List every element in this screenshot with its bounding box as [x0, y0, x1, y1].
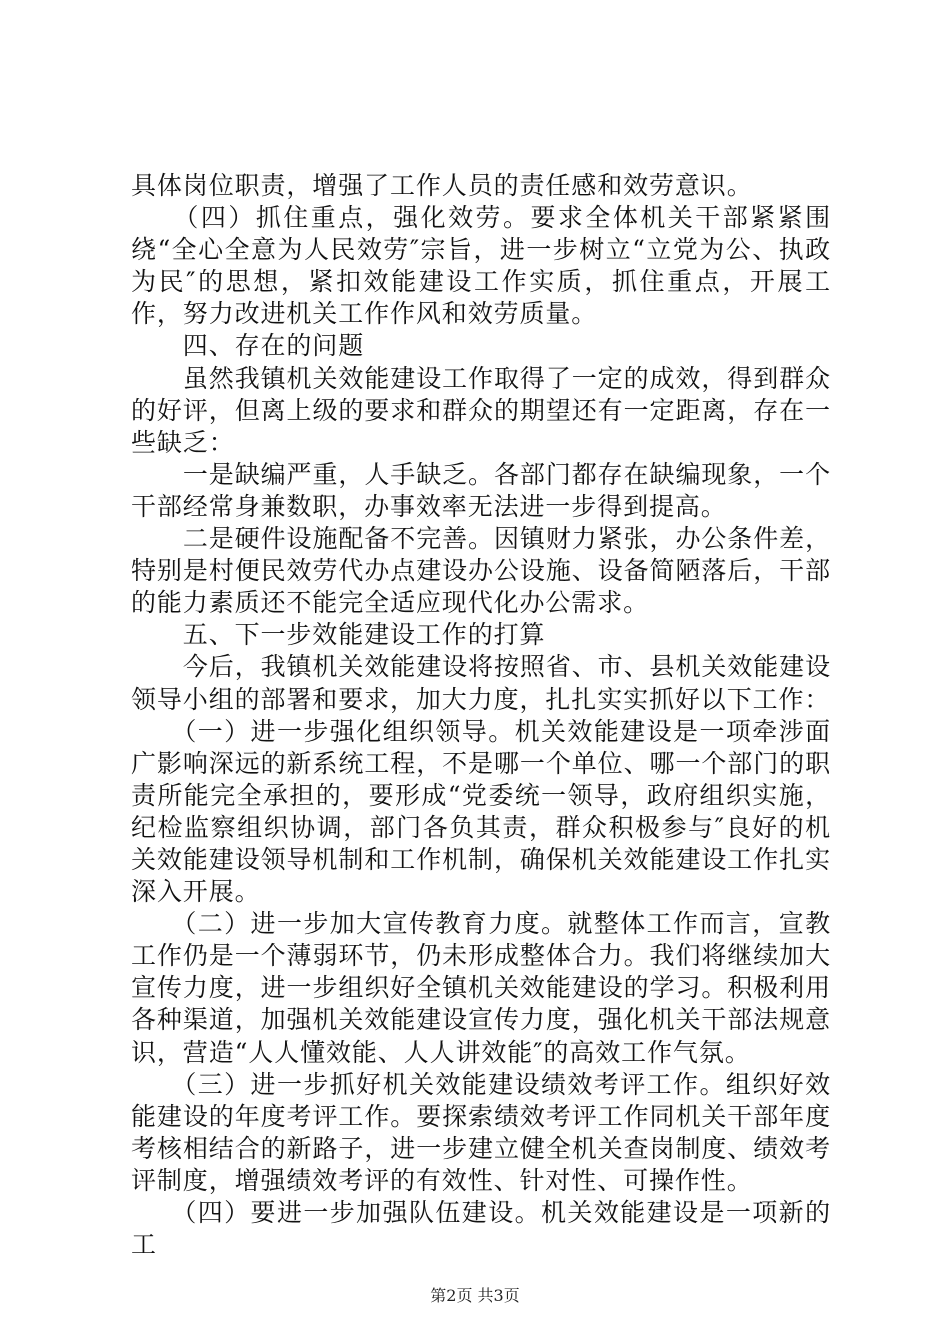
document-body: [131, 170, 831, 1261]
paragraph-plan-four: （四）要进一步加强队伍建设。机关效能建设是一项新的工: [131, 1198, 831, 1260]
paragraph-plan-two: （二）进一步加大宣传教育力度。就整体工作而言，宣教工作仍是一个薄弱环节，仍未形成整体合力。我们将继续加大宣传力度，进一步组织好全镇机关效能建设的学习。积极利用各种渠道，加强机关效能建设宣传力度，强化机关干部法规意识，营造“人人懂效能、人人讲效能″的高效工作气氛。: [131, 909, 831, 1067]
section-heading-problems: 四、存在的问题: [131, 331, 365, 361]
paragraph-problem-one: 一是缺编严重，人手缺乏。各部门都存在缺编现象，一个干部经常身兼数职，办事效率无法进一步得到提高。: [131, 459, 831, 521]
paragraph-problems-intro: 虽然我镇机关效能建设工作取得了一定的成效，得到群众的好评，但离上级的要求和群众的期望还有一定距离，存在一些缺乏：: [131, 363, 831, 457]
paragraph-continuation: 具体岗位职责，增强了工作人员的责任感和效劳意识。: [131, 171, 753, 200]
section-heading-next-steps: 五、下一步效能建设工作的打算: [131, 620, 546, 650]
paragraph-next-steps-intro: 今后，我镇机关效能建设将按照省、市、县机关效能建设领导小组的部署和要求，加大力度，扎扎实实抓好以下工作：: [131, 652, 831, 714]
paragraph-item-four-service: （四）抓住重点，强化效劳。要求全体机关干部紧紧围绕“全心全意为人民效劳″宗旨，进一步树立“立党为公、执政为民″的思想，紧扣效能建设工作实质，抓住重点，开展工作，努力改进机关工作作风和效劳质量。: [131, 203, 831, 329]
paragraph-problem-two: 二是硬件设施配备不完善。因镇财力紧张，办公条件差，特别是村便民效劳代办点建设办公设施、设备简陋落后，干部的能力素质还不能完全适应现代化办公需求。: [131, 524, 831, 618]
paragraph-plan-one: （一）进一步强化组织领导。机关效能建设是一项牵涉面广影响深远的新系统工程，不是哪一个单位、哪一个部门的职责所能完全承担的，要形成“党委统一领导，政府组织实施，纪检监察组织协调，部门各负其责，群众积极参与″良好的机关效能建设领导机制和工作机制，确保机关效能建设工作扎实深入开展。: [131, 716, 831, 907]
page-number-footer: 第2页 共3页: [430, 1286, 520, 1305]
paragraph-plan-three: （三）进一步抓好机关效能建设绩效考评工作。组织好效能建设的年度考评工作。要探索绩效考评工作同机关干部年度考核相结合的新路子，进一步建立健全机关查岗制度、绩效考评制度，增强绩效考评的有效性、针对性、可操作性。: [131, 1069, 831, 1195]
